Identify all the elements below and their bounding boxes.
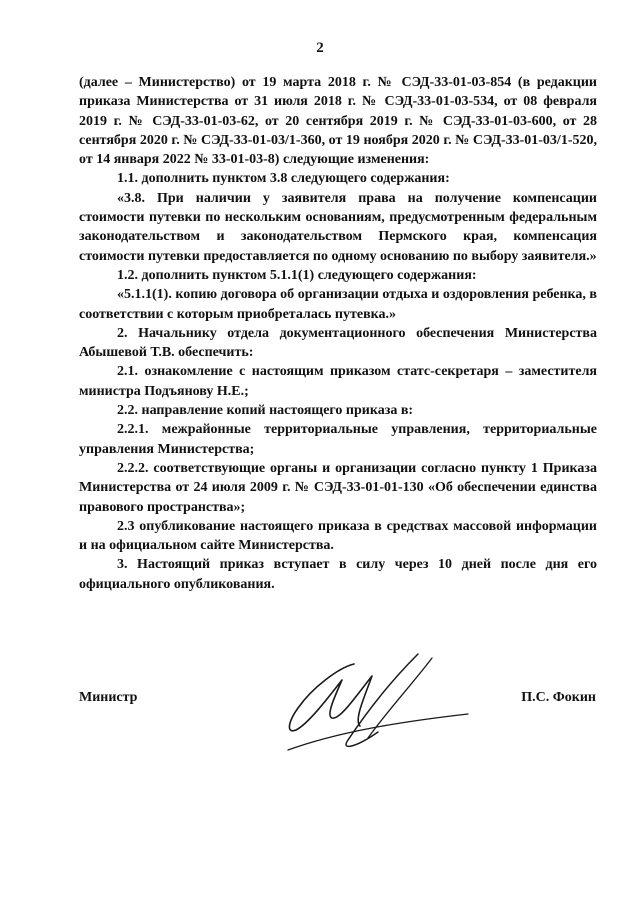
paragraph-2-2: 2.2. направление копий настоящего приказа в: xyxy=(117,403,414,419)
handwritten-signature xyxy=(268,648,478,758)
paragraph-1-1: 1.1. дополнить пунктом 3.8 следующего содержания: xyxy=(117,171,450,187)
paragraph-2: 2. Начальнику отдела документационного обеспечения Министерства Абышевой Т.В. обеспечить: xyxy=(79,325,597,361)
paragraph-2-3: 2.3 опубликование настоящего приказа в средствах массовой информации и на официальном сайте Министерства. xyxy=(79,518,597,554)
paragraph-1-2: 1.2. дополнить пунктом 5.1.1(1) следующего содержания: xyxy=(117,267,477,283)
signatory-position: Министр xyxy=(79,690,138,705)
document-body xyxy=(79,73,597,594)
paragraph-intro: (далее – Министерство) от 19 марта 2018 г. № СЭД-33-01-03-854 (в редакции приказа Министерства от 31 июля 2018 г. № СЭД-33-01-03-534, от 08 февраля 2019 г. № СЭД-33-01-03-62, от 20 сентября 2019 г. № СЭД-33-01-03-600, от 28 сентября 2020 г. № СЭД-33-01-03/1-360, от 19 ноября 2020 г. № СЭД-33-01-03/1-520, от 14 января 2022 № 33-01-03-8) следующие изменения: xyxy=(79,75,597,168)
paragraph-2-2-2: 2.2.2. соответствующие органы и организации согласно пункту 1 Приказа Министерства от 24 июля 2009 г. № СЭД-33-01-01-130 «Об обеспечении единства правового пространства»; xyxy=(79,460,597,515)
paragraph-5-1-1-quote: «5.1.1(1). копию договора об организации отдыха и оздоровления ребенка, в соответствии с которым приобреталась путевка.» xyxy=(79,287,597,322)
paragraph-2-2-1: 2.2.1. межрайонные территориальные управления, территориальные управления Министерства; xyxy=(79,422,597,457)
signatory-name: П.С. Фокин xyxy=(521,690,596,705)
paragraph-3: 3. Настоящий приказ вступает в силу через 10 дней после дня его официального опубликования. xyxy=(79,557,597,592)
page-number: 2 xyxy=(316,40,324,56)
paragraph-3-8-quote: «3.8. При наличии у заявителя права на получение компенсации стоимости путевки по нескольким основаниям, предусмотренным федеральным законодательством и законодательством Пермского края, компенсация стоимости путевки предоставляется по одному основанию по выбору заявителя.» xyxy=(79,190,597,264)
paragraph-2-1: 2.1. ознакомление с настоящим приказом статс-секретаря – заместителя министра Подъянову Н.Е.; xyxy=(79,364,597,399)
